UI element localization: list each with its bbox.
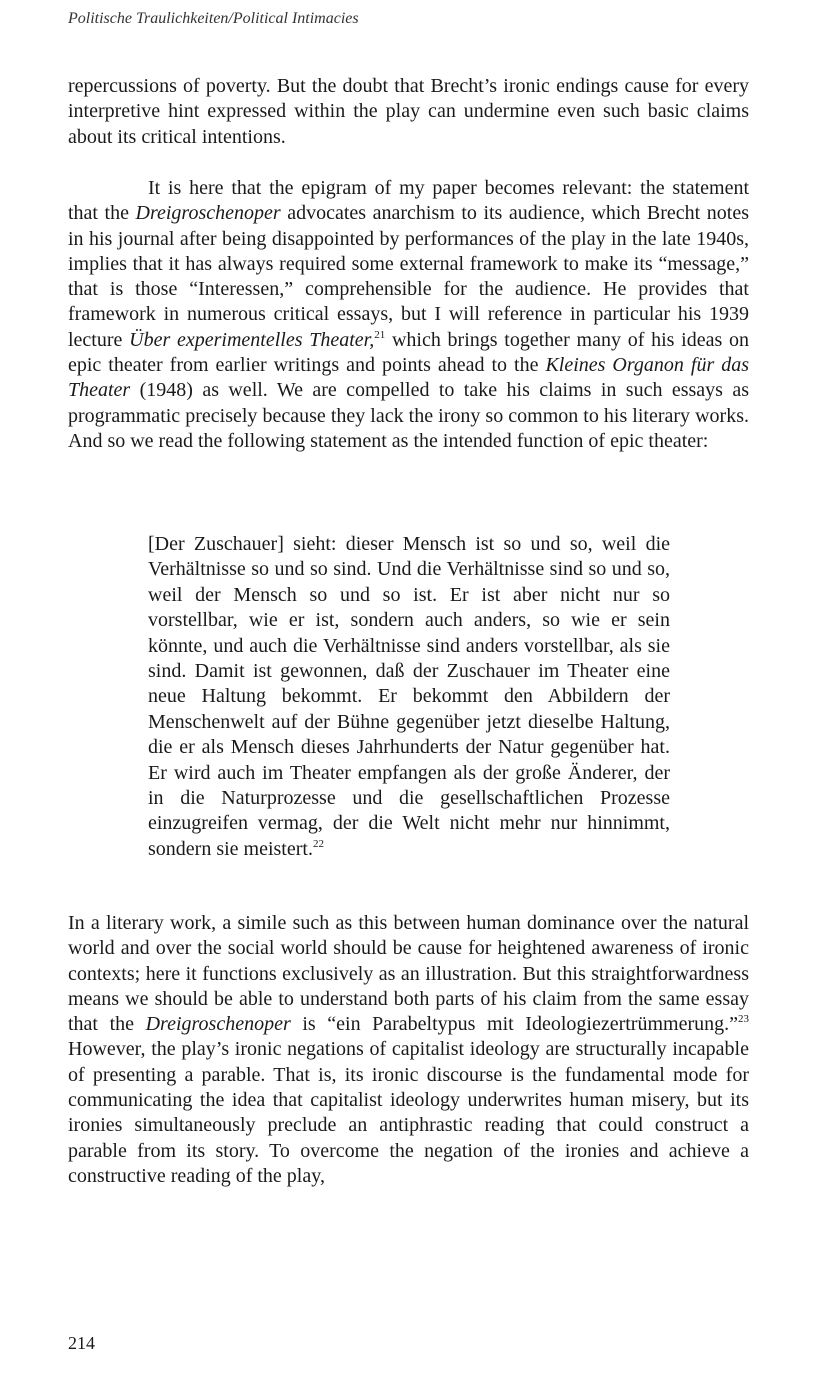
paragraph-2-text-1: It is here that the epigram of my paper becomes relevant: the statement that the	[68, 177, 749, 225]
running-head: Politische Traulichkeiten/Political Intimacies	[68, 10, 359, 27]
page-number: 214	[68, 1333, 95, 1353]
paragraph-3-text-3: However, the play’s ironic negations of capitalist ideology are structurally incapable of presenting a parable. That is, its ironic discourse is the fundamental mode for communicating the idea that capitalist ideology underwrites human misery, but its ironies simultaneously preclude an antiphrastic reading that could construct a parable from its story. To overcome the negation of the ironies and achieve a constructive reading of the play,	[68, 1038, 749, 1187]
footnote-marker-22: 22	[312, 837, 324, 850]
paragraph-2-text-4: (1948) as well. We are compelled to take his claims in such essays as programmatic precisely because they lack the irony so common to his literary works. And so we read the following statement as the intended function of epic theater:	[68, 379, 749, 452]
paragraph-2-text-2: advocates anarchism to its audience, which Brecht notes in his journal after being disappointed by performances of the play in the late 1940s, implies that it has always required some external framework to make its “message,” that is those “Interessen,” comprehensible for the audience. He provides that framework in numerous critical essays, but I will reference in particular his 1939 lecture	[68, 202, 749, 351]
title-ueber-experimentelles-theater: Über experimentelles Theater,	[129, 328, 375, 351]
paragraph-3	[68, 911, 749, 1189]
paragraph-1-text: repercussions of poverty. But the doubt that Brecht’s ironic endings cause for every interpretive hint expressed within the play can undermine even such basic claims about its critical intentions.	[68, 75, 749, 148]
title-dreigroschenoper: Dreigroschenoper	[135, 202, 281, 225]
title-dreigroschenoper-2: Dreigroschenoper	[145, 1013, 291, 1036]
paragraph-3-text-1: In a literary work, a simile such as this between human dominance over the natural world and over the social world should be cause for heightened awareness of ironic contexts; here it functions exclusively as an illustration. But this straightforwardness means we should be able to understand both parts of his claim from the same essay that the	[68, 912, 749, 1036]
paragraph-1	[68, 74, 749, 150]
footnote-marker-21: 21	[374, 328, 386, 341]
title-kleines-organon: Kleines Organon für das Theater	[68, 354, 750, 402]
paragraph-3-text-2: is “ein Parabeltypus mit Ideologiezertrümmerung.”	[290, 1013, 738, 1036]
footnote-marker-23: 23	[737, 1013, 749, 1026]
block-quote-text: [Der Zuschauer] sieht: dieser Mensch ist so und so, weil die Verhältnisse so und so sind. Und die Verhältnisse sind so und so, weil der Mensch so und so ist. Er ist aber nicht nur so vorstellbar, wie er ist, sondern auch anders, so wie er sein könnte, und auch die Verhältnisse sind anders vorstellbar, als sie sind. Damit ist gewonnen, daß der Zuschauer im Theater eine neue Haltung bekommt. Er bekommt den Abbildern der Menschenwelt auf der Bühne gegenüber jetzt dieselbe Haltung, die er als Mensch dieses Jahrhunderts der Natur gegenüber hat. Er wird auch im Theater empfangen als der große Änderer, der in die Naturprozesse und die gesellschaftlichen Prozesse einzugreifen vermag, der die Welt nicht mehr nur hinnimmt, sondern sie meistert.	[148, 533, 670, 860]
paragraph-2	[68, 176, 749, 454]
paragraph-2-text-3: which brings together many of his ideas on epic theater from earlier writings and points ahead to the	[68, 328, 750, 377]
block-quote	[148, 532, 670, 862]
